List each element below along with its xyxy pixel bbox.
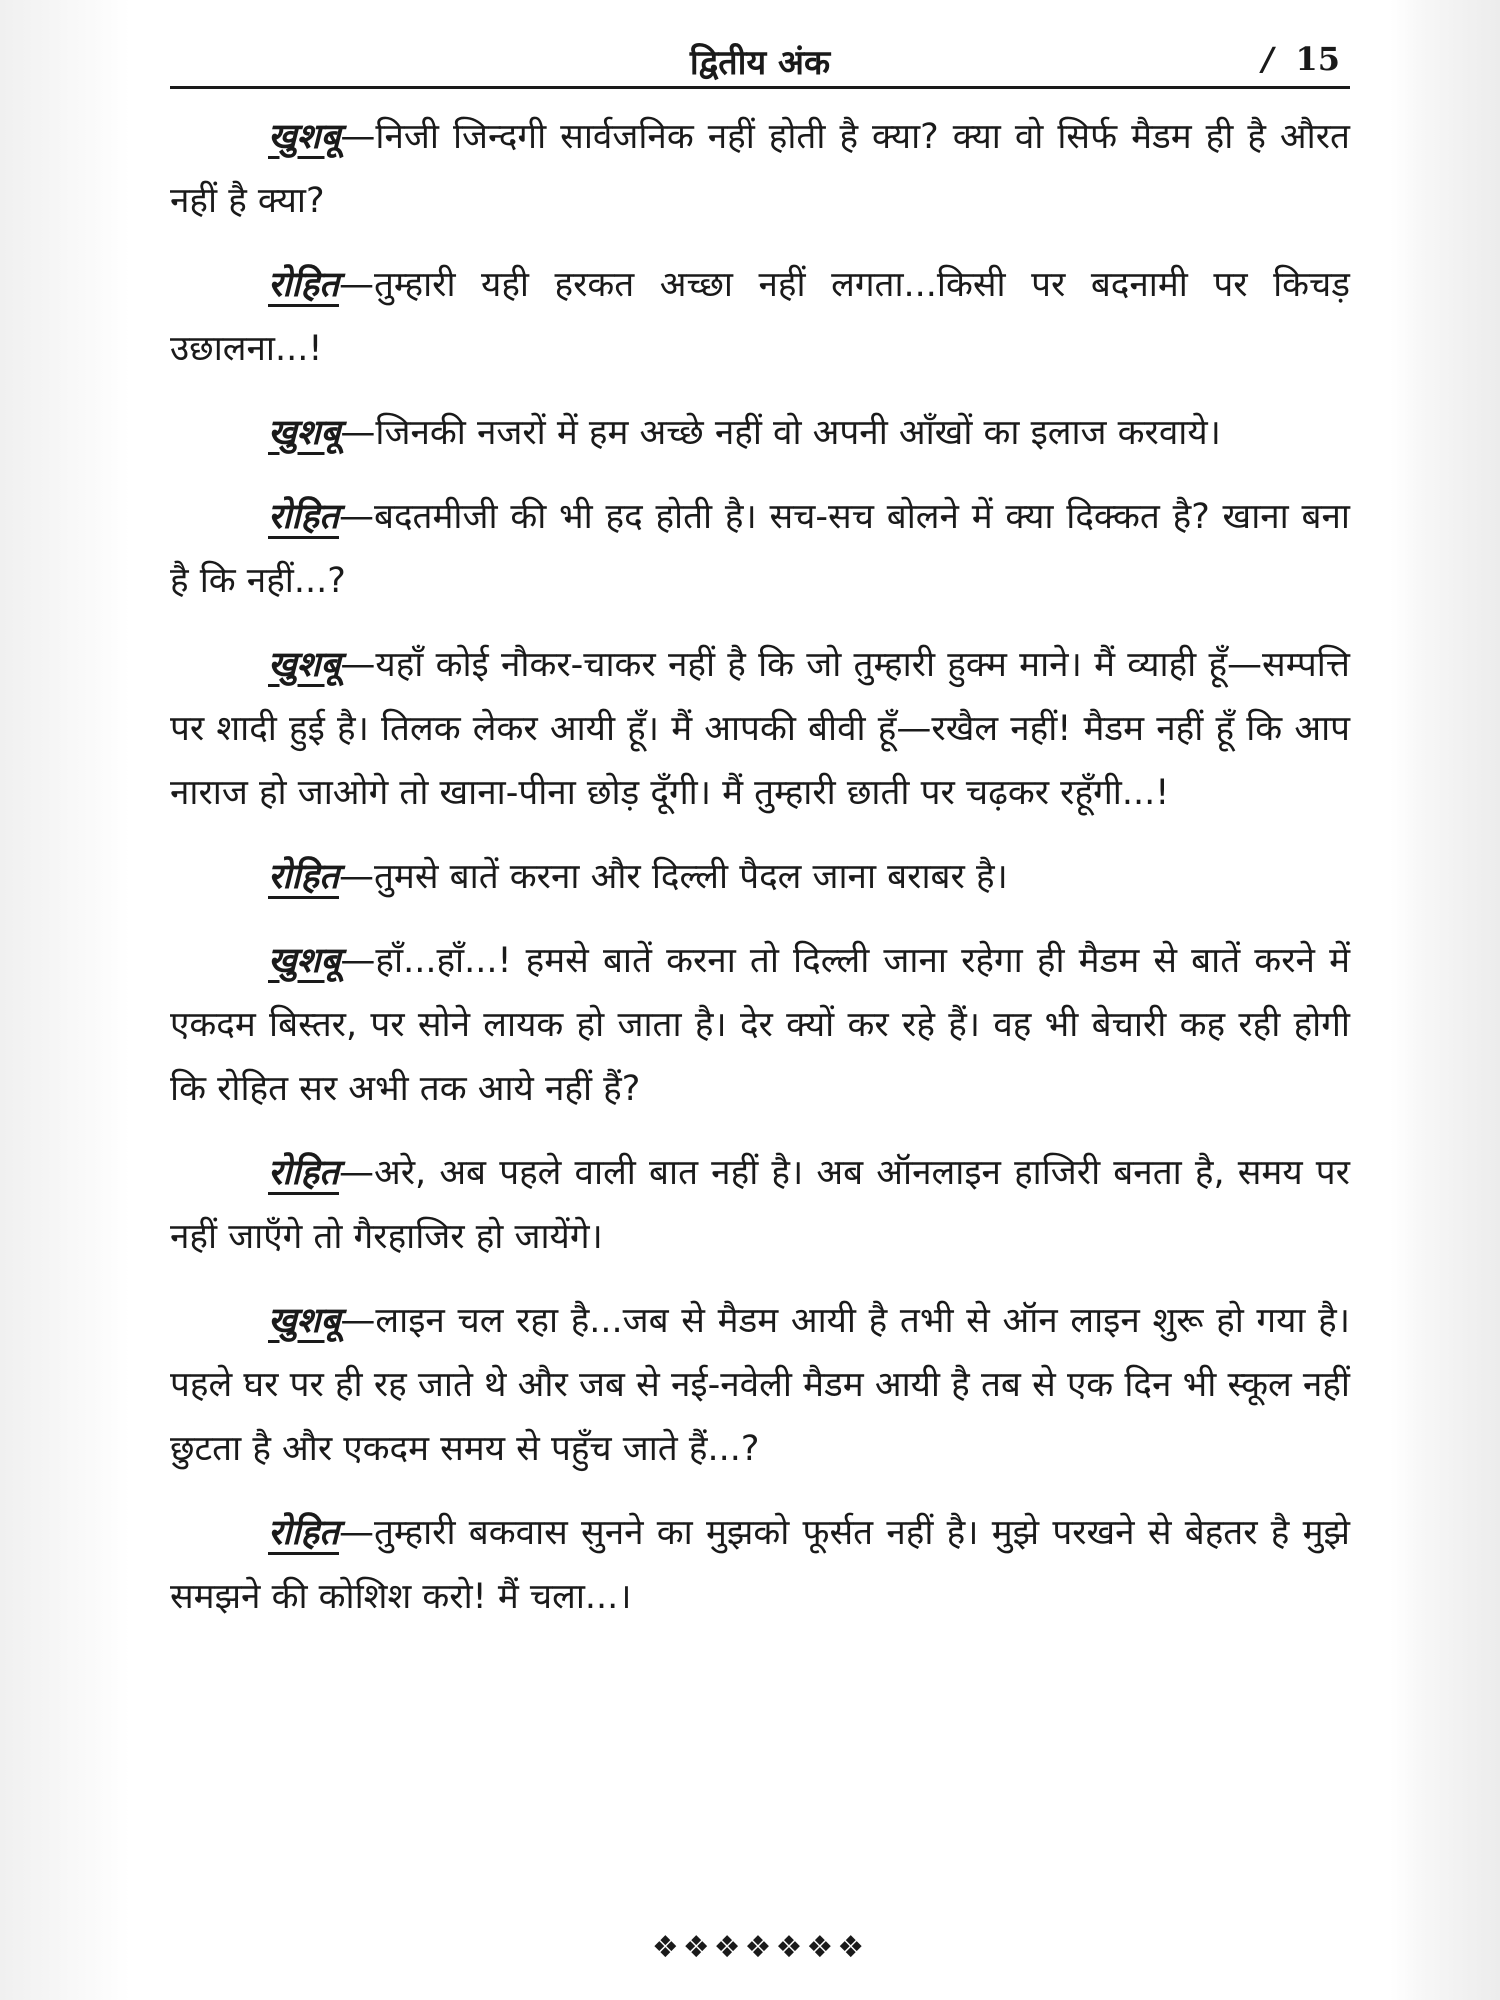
dialogue-paragraph (170, 1289, 1350, 1481)
dialogue-paragraph (170, 401, 1350, 465)
speaker-name: रोहित (268, 265, 339, 305)
page-gutter-shadow (0, 0, 130, 2000)
page-number-block (1262, 40, 1340, 78)
dialogue-line: —तुमसे बातें करना और दिल्ली पैदल जाना बराबर है। (338, 857, 1008, 897)
dialogue-line: —जिनकी नजरों में हम अच्छे नहीं वो अपनी आँखों का इलाज करवाये। (340, 413, 1221, 453)
dialogue-line: —निजी जिन्दगी सार्वजनिक नहीं होती है क्या? क्या वो सिर्फ मैडम ही है औरत नहीं है क्या? (170, 117, 1350, 221)
speaker-name: खुशबू (268, 941, 341, 981)
dialogue-line: —बदतमीजी की भी हद होती है। सच-सच बोलने में क्या दिक्कत है? खाना बना है कि नहीं...? (170, 497, 1350, 601)
dialogue-paragraph (170, 105, 1350, 233)
chapter-title: द्वितीय अंक (689, 43, 831, 83)
dialogue-line: —लाइन चल रहा है...जब से मैडम आयी है तभी से ऑन लाइन शुरू हो गया है। पहले घर पर ही रह जाते थे और जब से नई-नवेली मैडम आयी है तब से एक दिन भी स्कूल नहीं छुटता है और एकदम समय से पहुँच जाते हैं...? (170, 1301, 1350, 1469)
speaker-name: रोहित (268, 1153, 339, 1193)
dialogue-body (170, 105, 1350, 1649)
speaker-name: रोहित (268, 1513, 339, 1553)
dialogue-paragraph (170, 1141, 1350, 1269)
facing-page-edge (1390, 0, 1500, 2000)
speaker-name: खुशबू (268, 413, 341, 453)
dialogue-paragraph (170, 845, 1350, 909)
dialogue-paragraph (170, 253, 1350, 381)
dialogue-paragraph (170, 633, 1350, 825)
header-slash: / (1261, 40, 1274, 78)
speaker-name: खुशबू (268, 117, 341, 157)
dialogue-line: —हाँ...हाँ...! हमसे बातें करना तो दिल्ली जाना रहेगा ही मैडम से बातें करने में एकदम बिस्तर, पर सोने लायक हो जाता है। देर क्यों कर रहे हैं। वह भी बेचारी कह रही होगी कि रोहित सर अभी तक आये नहीं हैं? (170, 941, 1350, 1109)
dialogue-line: —तुम्हारी यही हरकत अच्छा नहीं लगता...किसी पर बदनामी पर किचड़ उछालना...! (170, 265, 1350, 369)
dialogue-paragraph (170, 485, 1350, 613)
speaker-name: रोहित (268, 857, 339, 897)
header-rule (170, 86, 1350, 89)
speaker-name: रोहित (268, 497, 339, 537)
dialogue-paragraph (170, 1501, 1350, 1629)
running-header (170, 32, 1350, 90)
page-number: 15 (1295, 40, 1340, 78)
book-page (170, 0, 1350, 2000)
speaker-name: खुशबू (268, 645, 341, 685)
dialogue-line: —तुम्हारी बकवास सुनने का मुझको फूर्सत नहीं है। मुझे परखने से बेहतर है मुझे समझने की कोशिश करो! मैं चला...। (170, 1513, 1350, 1617)
section-end-ornament: ❖❖❖❖❖❖❖ (651, 1930, 869, 1965)
dialogue-paragraph (170, 929, 1350, 1121)
dialogue-line: —अरे, अब पहले वाली बात नहीं है। अब ऑनलाइन हाजिरी बनता है, समय पर नहीं जाएँगे तो गैरहाजिर हो जायेंगे। (170, 1153, 1350, 1257)
speaker-name: खुशबू (268, 1301, 341, 1341)
dialogue-line: —यहाँ कोई नौकर-चाकर नहीं है कि जो तुम्हारी हुक्म माने। मैं व्याही हूँ—सम्पत्ति पर शादी हुई है। तिलक लेकर आयी हूँ। मैं आपकी बीवी हूँ—रखैल नहीं! मैडम नहीं हूँ कि आप नाराज हो जाओगे तो खाना-पीना छोड़ दूँगी। मैं तुम्हारी छाती पर चढ़कर रहूँगी...! (170, 645, 1350, 813)
